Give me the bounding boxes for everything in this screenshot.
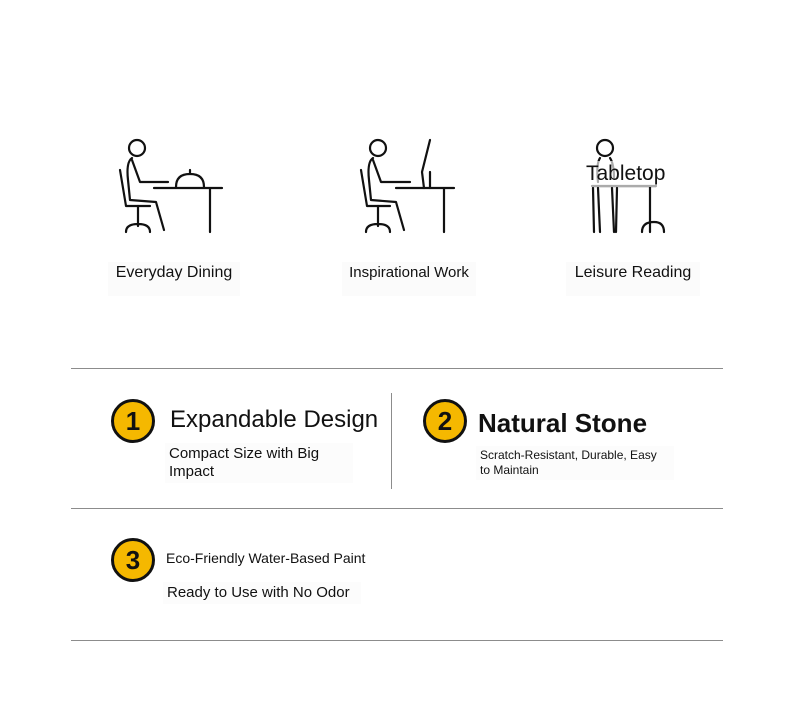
feature-1-desc: Compact Size with Big Impact	[165, 443, 353, 483]
feature-1-title: Expandable Design	[170, 406, 379, 433]
divider-vertical	[391, 393, 392, 489]
feature-2-title: Natural Stone	[478, 408, 648, 438]
tabletop-label: Tabletop	[586, 162, 666, 185]
divider-bottom	[71, 640, 723, 641]
feature-3-badge: 3	[111, 538, 155, 582]
usage-label-reading: Leisure Reading	[566, 262, 700, 296]
usage-scene-work	[352, 138, 492, 238]
person-computer-icon	[352, 138, 492, 238]
feature-2-badge: 2	[423, 399, 467, 443]
feature-1-badge: 1	[111, 399, 155, 443]
person-dining-icon	[110, 138, 250, 238]
feature-3-title: Eco-Friendly Water-Based Paint	[166, 550, 366, 566]
divider-top	[71, 368, 723, 369]
feature-3-desc: Ready to Use with No Odor	[163, 582, 361, 604]
usage-scene-reading	[576, 138, 716, 238]
feature-2-desc: Scratch-Resistant, Durable, Easy to Maintain	[476, 446, 674, 480]
usage-label-work: Inspirational Work	[342, 262, 476, 296]
usage-label-dining: Everyday Dining	[108, 262, 240, 296]
person-reading-icon	[576, 138, 716, 238]
divider-middle	[71, 508, 723, 509]
usage-scene-dining	[110, 138, 250, 238]
